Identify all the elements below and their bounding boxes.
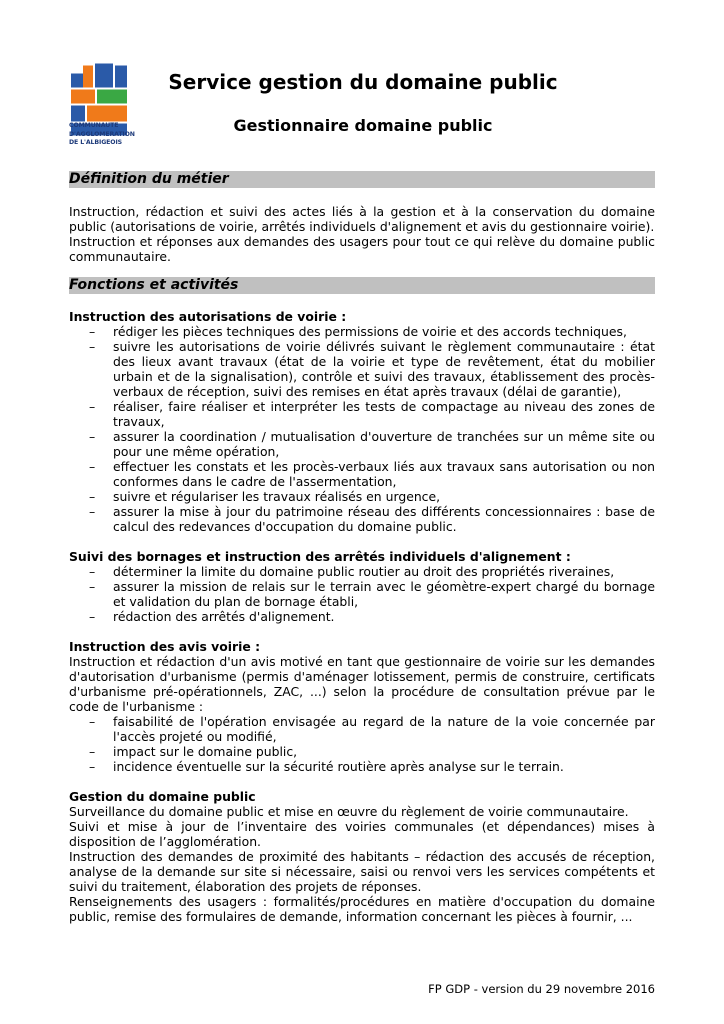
- subheading-voirie: Instruction des autorisations de voirie :: [69, 309, 347, 324]
- subheading-bornages: Suivi des bornages et instruction des arrêtés individuels d'alignement :: [69, 549, 571, 564]
- avis-list: [69, 714, 655, 774]
- subheading-avis: Instruction des avis voirie :: [69, 639, 261, 654]
- list-item: – faisabilité de l'opération envisagée au regard de la nature de la voie concernée par l'accès projeté ou modifié,: [69, 714, 655, 744]
- list-item: – effectuer les constats et les procès-verbaux liés aux travaux sans autorisation ou non conformes dans le cadre de l'assermentation,: [69, 459, 655, 489]
- document-subtitle: Gestionnaire domaine public: [233, 116, 493, 135]
- list-item: – assurer la mise à jour du patrimoine réseau des différents concessionnaires : base de calcul des redevances d'occupation du domaine public.: [69, 504, 655, 534]
- list-item: – rédaction des arrêtés d'alignement.: [69, 609, 655, 624]
- document-title: Service gestion du domaine public: [168, 70, 558, 94]
- gestion-line: Instruction des demandes de proximité des habitants – rédaction des accusés de réception, analyse de la demande sur site si nécessaire, saisi ou renvoi vers les services compétents et suivi du traitement, élaboration des projets de réponses.: [69, 849, 655, 894]
- subheading-gestion: Gestion du domaine public: [69, 789, 256, 804]
- list-item: – suivre et régulariser les travaux réalisés en urgence,: [69, 489, 655, 504]
- list-item: – suivre les autorisations de voirie délivrés suivant le règlement communautaire : état des lieux avant travaux (état de la voirie et type de revêtement, état du mobilier urbain et de la signalisation), contrôle et suivi des travaux, établissement des procès-verbaux de réception, suivi des remises en état après travaux (délai de garantie),: [69, 339, 655, 399]
- gestion-line: Renseignements des usagers : formalités/procédures en matière d'occupation du domaine public, remise des formulaires de demande, information concernant les pièces à fournir, ...: [69, 894, 655, 924]
- list-item: – incidence éventuelle sur la sécurité routière après analyse sur le terrain.: [69, 759, 655, 774]
- bornages-list: [69, 564, 655, 624]
- list-item: – déterminer la limite du domaine public routier au droit des propriétés riveraines,: [69, 564, 655, 579]
- avis-intro: Instruction et rédaction d'un avis motivé en tant que gestionnaire de voirie sur les demandes d'autorisation d'urbanisme (permis d'aménager lotissement, permis de construire, certificats d'urbanisme pré-opérationnels, ZAC, ...) selon la procédure de consultation prévue par le code de l'urbanisme :: [69, 654, 655, 714]
- gestion-line: Suivi et mise à jour de l’inventaire des voiries communales (et dépendances) mises à disposition de l’agglomération.: [69, 819, 655, 849]
- fonctions-body: [69, 309, 655, 924]
- list-item: – impact sur le domaine public,: [69, 744, 655, 759]
- gestion-line: Surveillance du domaine public et mise en œuvre du règlement de voirie communautaire.: [69, 804, 629, 819]
- footer-version: FP GDP - version du 29 novembre 2016: [428, 982, 655, 996]
- logo-wordmark: [69, 122, 139, 148]
- definition-text: [69, 204, 655, 264]
- voirie-list: [69, 324, 655, 534]
- logo-text-line: D'AGGLOMERATION: [69, 130, 135, 138]
- section-heading-fonctions: Fonctions et activités: [69, 277, 655, 294]
- definition-line: Instruction et réponses aux demandes des usagers pour tout ce qui relève du domaine public communautaire.: [69, 234, 655, 264]
- list-item: – assurer la mission de relais sur le terrain avec le géomètre-expert chargé du bornage et validation du plan de bornage établi,: [69, 579, 655, 609]
- definition-line: Instruction, rédaction et suivi des actes liés à la gestion et à la conservation du domaine public (autorisations de voirie, arrêtés individuels d'alignement et avis du gestionnaire voirie).: [69, 204, 655, 234]
- section-heading-definition: Définition du métier: [69, 171, 655, 188]
- logo-text-line: COMMUNAUTE: [69, 122, 119, 129]
- list-item: – assurer la coordination / mutualisation d'ouverture de tranchées sur un même site ou pour une même opération,: [69, 429, 655, 459]
- list-item: – réaliser, faire réaliser et interpréter les tests de compactage au niveau des zones de travaux,: [69, 399, 655, 429]
- list-item: – rédiger les pièces techniques des permissions de voirie et des accords techniques,: [69, 324, 655, 339]
- logo-text-line: DE L'ALBIGEOIS: [69, 139, 123, 146]
